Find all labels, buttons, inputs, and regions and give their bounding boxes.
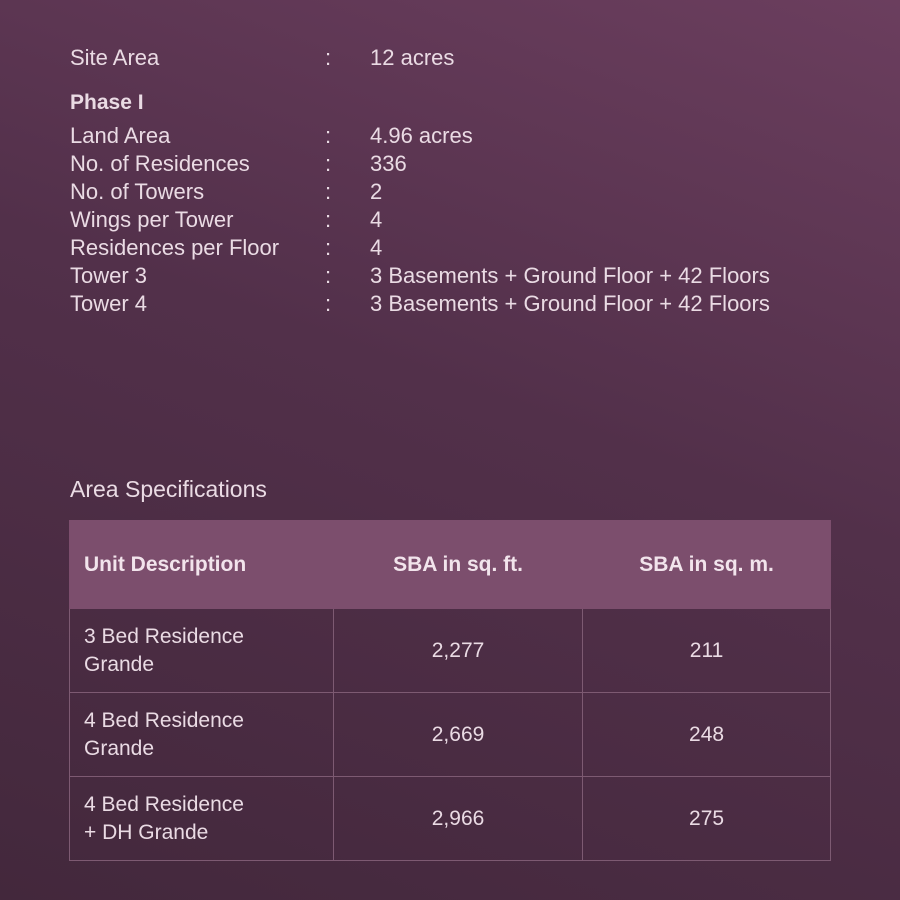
spec-value: 3 Basements + Ground Floor + 42 Floors [370,263,770,288]
spec-row-residences-per-floor [70,234,850,262]
table-row [70,609,831,693]
spec-colon: : [325,151,332,176]
unit-description-line: Grande [84,736,155,760]
spec-colon: : [325,207,332,232]
spec-value: 3 Basements + Ground Floor + 42 Floors [370,291,770,316]
spec-row-wings [70,206,850,234]
spec-colon: : [325,263,332,288]
unit-description-line: 4 Bed Residence [84,792,244,816]
unit-description-cell [70,693,334,777]
spec-row-tower-4 [70,290,850,318]
spec-colon: : [325,45,332,70]
spec-row-land-area [70,122,850,150]
header-sba-sqft: SBA in sq. ft. [333,521,582,609]
spec-row-towers [70,178,850,206]
spec-label: Tower 4 [70,291,148,316]
spec-value: 336 [370,151,407,176]
spec-value: 4 [370,207,383,232]
spec-label: No. of Residences [70,151,250,176]
spec-value: 12 acres [370,45,455,70]
area-specifications-table [69,520,831,861]
sba-sqm-cell: 248 [583,693,831,777]
table-row [70,777,831,861]
unit-description-line: + DH Grande [84,820,209,844]
table-header-row [70,521,831,609]
unit-description-cell [70,609,334,693]
spec-row-site-area [70,44,850,72]
spec-label: Tower 3 [70,263,148,288]
unit-description-line: Grande [84,652,155,676]
spec-colon: : [325,123,332,148]
spec-label: Residences per Floor [70,235,280,260]
spec-row-residences [70,150,850,178]
spec-label: No. of Towers [70,179,205,204]
spec-row-tower-3 [70,262,850,290]
project-specs [70,44,850,318]
sba-sqm-cell: 275 [583,777,831,861]
area-specifications-title: Area Specifications [70,476,267,502]
unit-description-cell [70,777,334,861]
sba-sqft-cell: 2,277 [333,609,582,693]
phase-title: Phase I [70,91,144,114]
spec-value: 2 [370,179,383,204]
spec-value: 4 [370,235,383,260]
sba-sqm-cell: 211 [583,609,831,693]
spec-colon: : [325,179,332,204]
unit-description-line: 3 Bed Residence [84,624,244,648]
header-unit-description: Unit Description [70,521,334,609]
spec-colon: : [325,235,332,260]
header-sba-sqm: SBA in sq. m. [583,521,831,609]
spec-label: Site Area [70,45,160,70]
unit-description-line: 4 Bed Residence [84,708,244,732]
spec-label: Wings per Tower [70,207,234,232]
spec-value: 4.96 acres [370,123,473,148]
table-row [70,693,831,777]
sba-sqft-cell: 2,966 [333,777,582,861]
spec-colon: : [325,291,332,316]
spec-label: Land Area [70,123,171,148]
sba-sqft-cell: 2,669 [333,693,582,777]
